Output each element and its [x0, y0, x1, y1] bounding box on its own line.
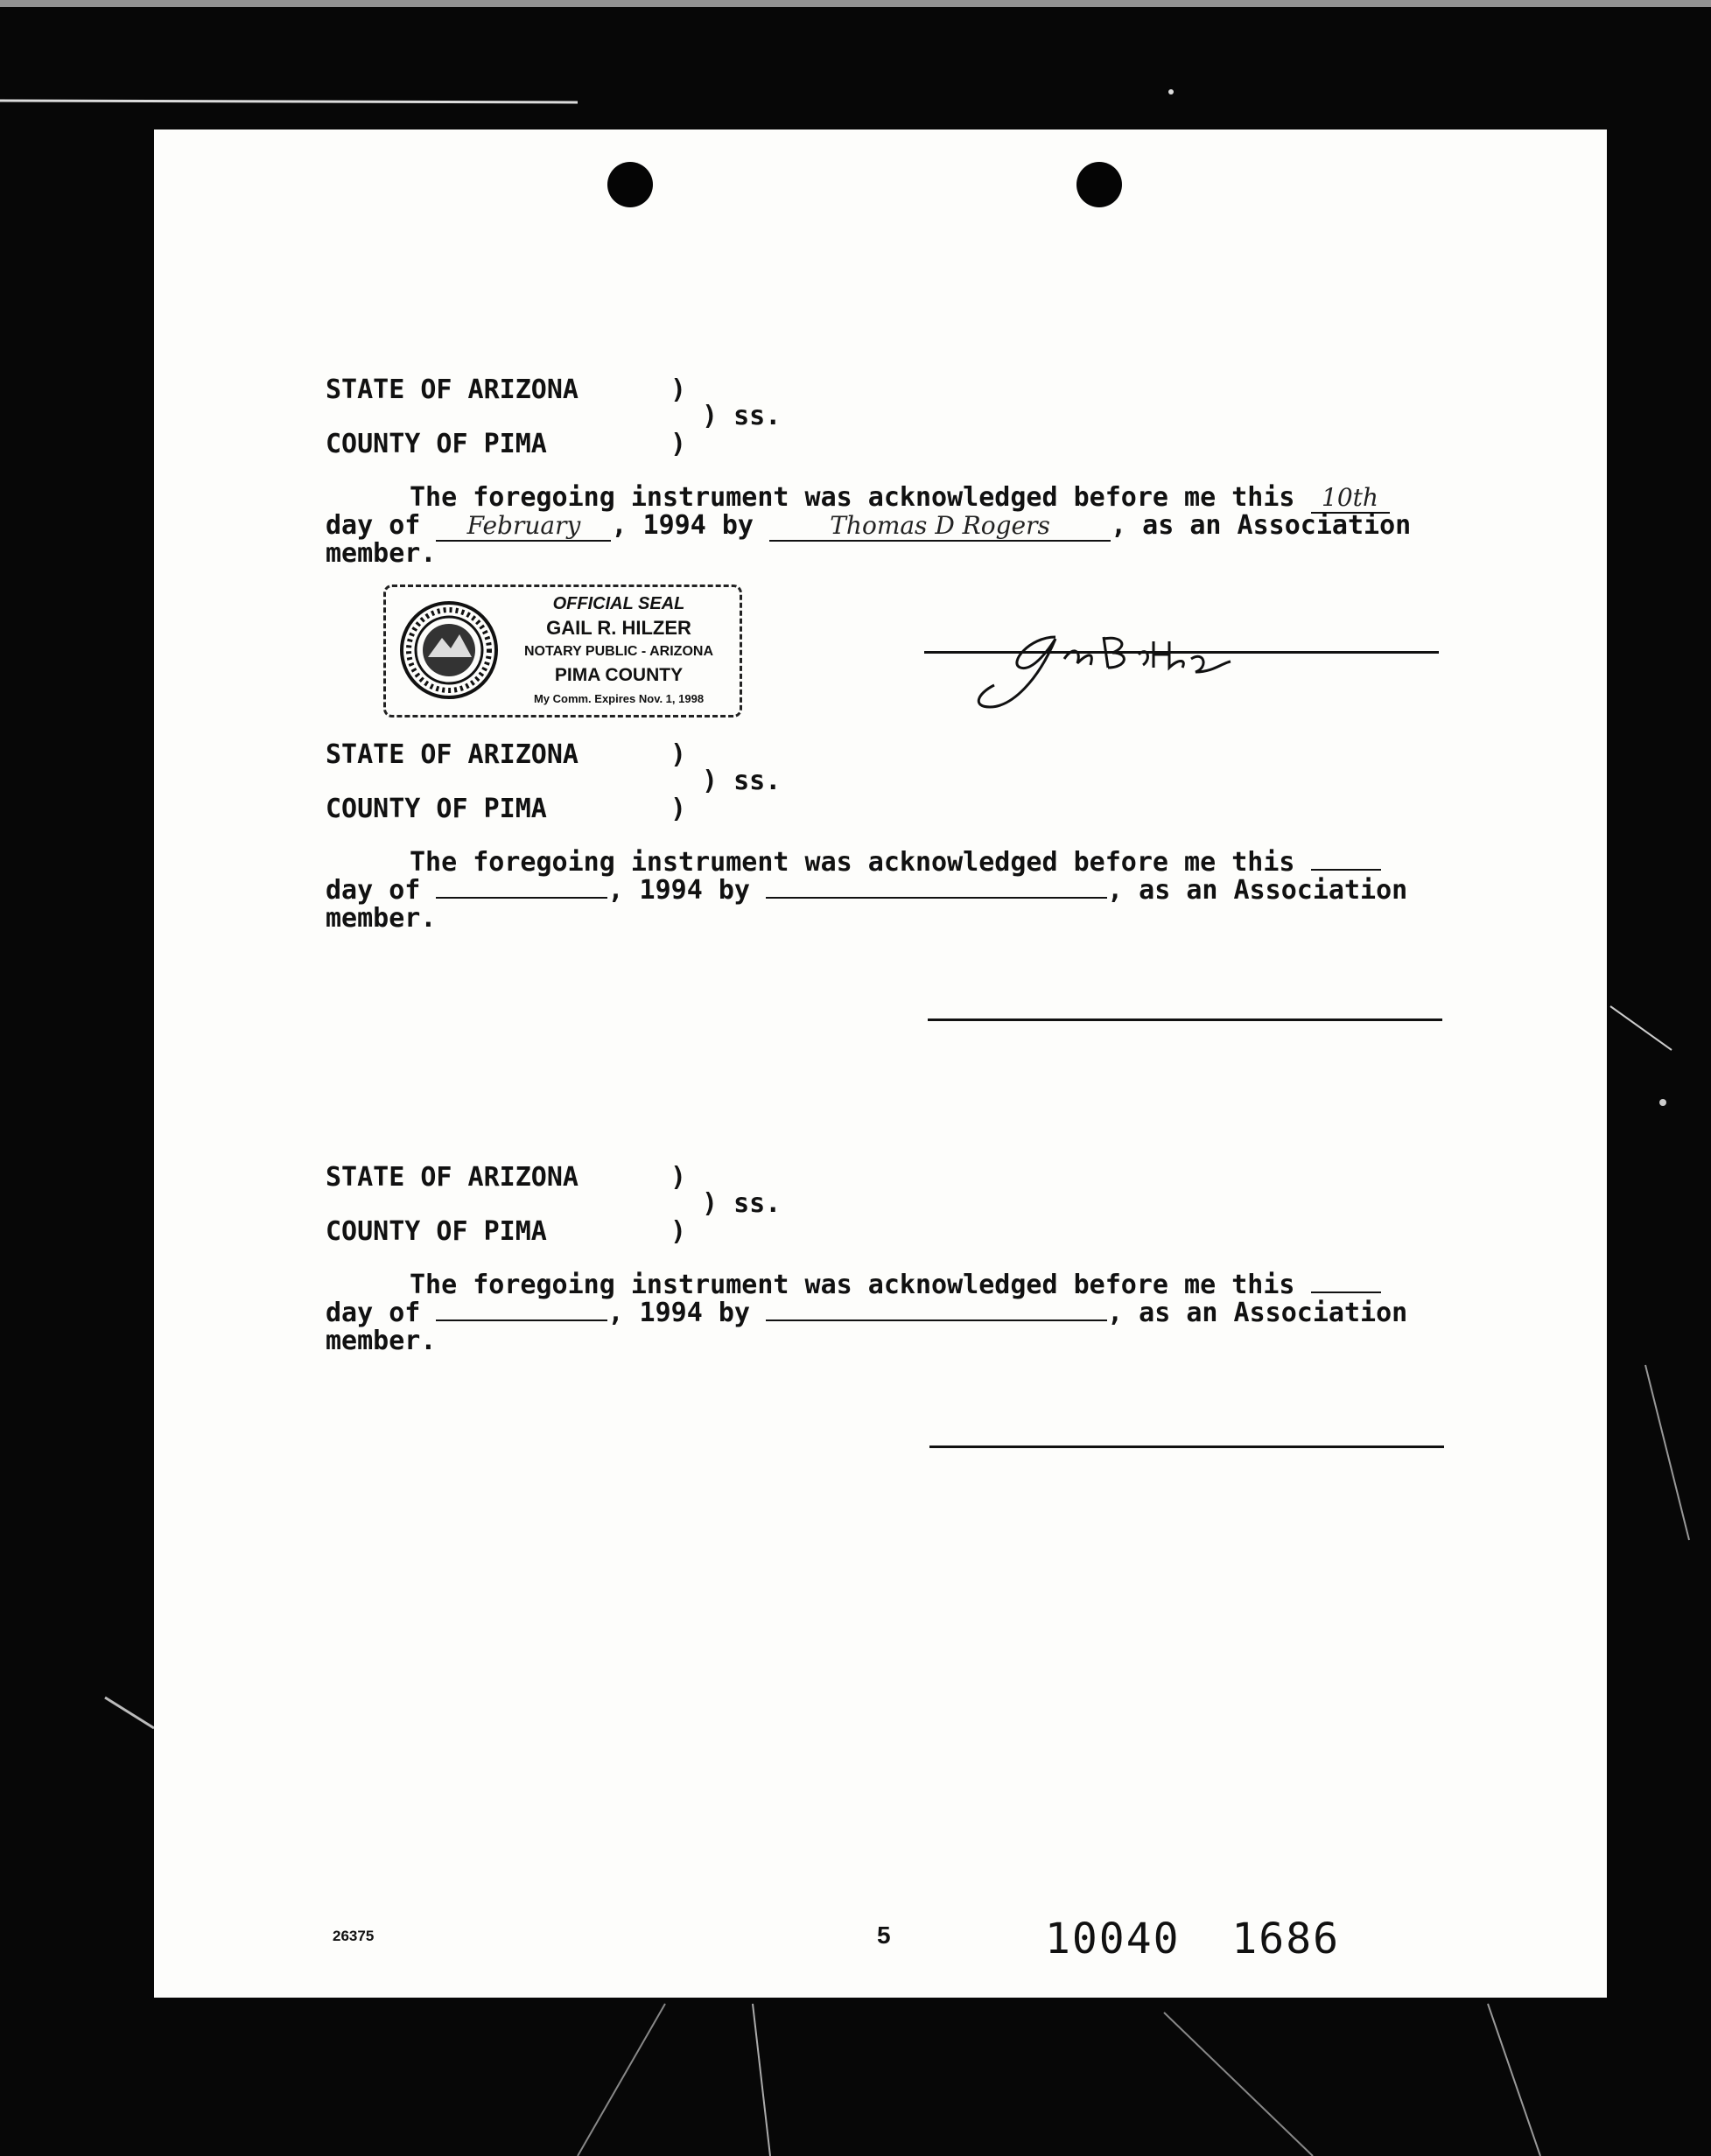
seal-notary-name: GAIL R. HILZER [546, 617, 691, 639]
blank-name [766, 878, 1107, 899]
recording-number: 10040 1686 [1045, 1914, 1340, 1964]
signature-line-3 [929, 1446, 1444, 1448]
acknowledgment-text: The foregoing instrument was acknowledged before me this day of , 1994 by , as an Association member. [326, 847, 1408, 934]
ss-label: ) ss. [702, 1188, 782, 1219]
venue-heading: STATE OF ARIZONA ) ) ss. ) COUNTY OF PIMA [326, 374, 782, 459]
seal-notary-title: NOTARY PUBLIC - ARIZONA [524, 644, 713, 659]
state-label: STATE OF ARIZONA [326, 374, 579, 405]
page-number: 5 [877, 1922, 891, 1949]
blank-month [436, 878, 607, 899]
signature-line-2 [928, 1018, 1442, 1021]
document-page [154, 130, 1607, 1998]
acknowledgment-text: The foregoing instrument was acknowledged before me this 10th day of February , 1994 by Thomas D Rogers , as an Association member. [326, 482, 1412, 569]
handwritten-day: 10th [1311, 484, 1390, 514]
venue-heading: STATE OF ARIZONA ) ) ss. ) COUNTY OF PIMA [326, 1162, 782, 1247]
county-label: COUNTY OF PIMA [326, 794, 547, 824]
seal-county: PIMA COUNTY [554, 665, 684, 685]
county-label: COUNTY OF PIMA [326, 1216, 547, 1247]
venue-heading: STATE OF ARIZONA ) ) ss. ) COUNTY OF PIMA [326, 739, 782, 824]
notary-signature [924, 620, 1239, 724]
notary-seal-stamp [383, 584, 742, 718]
acknowledgment-text: The foregoing instrument was acknowledged before me this day of , 1994 by , as an Association member. [326, 1270, 1408, 1356]
punch-hole-right [1076, 162, 1122, 207]
blank-day [1311, 1272, 1381, 1293]
blank-name [766, 1300, 1107, 1321]
seal-expiration: My Comm. Expires Nov. 1, 1998 [533, 692, 705, 705]
arizona-state-seal-icon [398, 599, 500, 701]
blank-month [436, 1300, 607, 1321]
acknowledgment-block-3 [326, 1162, 1463, 1355]
footer-form-code: 26375 [333, 1928, 375, 1944]
blank-day [1311, 850, 1381, 871]
punch-hole-left [607, 162, 653, 207]
county-label: COUNTY OF PIMA [326, 429, 547, 459]
state-label: STATE OF ARIZONA [326, 1162, 579, 1193]
handwritten-name: Thomas D Rogers [769, 512, 1111, 542]
seal-official-text: OFFICIAL SEAL [552, 594, 685, 613]
acknowledgment-block-1 [326, 374, 1463, 568]
handwritten-month: February [436, 512, 611, 542]
acknowledgment-block-2 [326, 739, 1463, 933]
state-label: STATE OF ARIZONA [326, 739, 579, 770]
ss-label: ) ss. [702, 766, 782, 796]
ss-label: ) ss. [702, 401, 782, 431]
